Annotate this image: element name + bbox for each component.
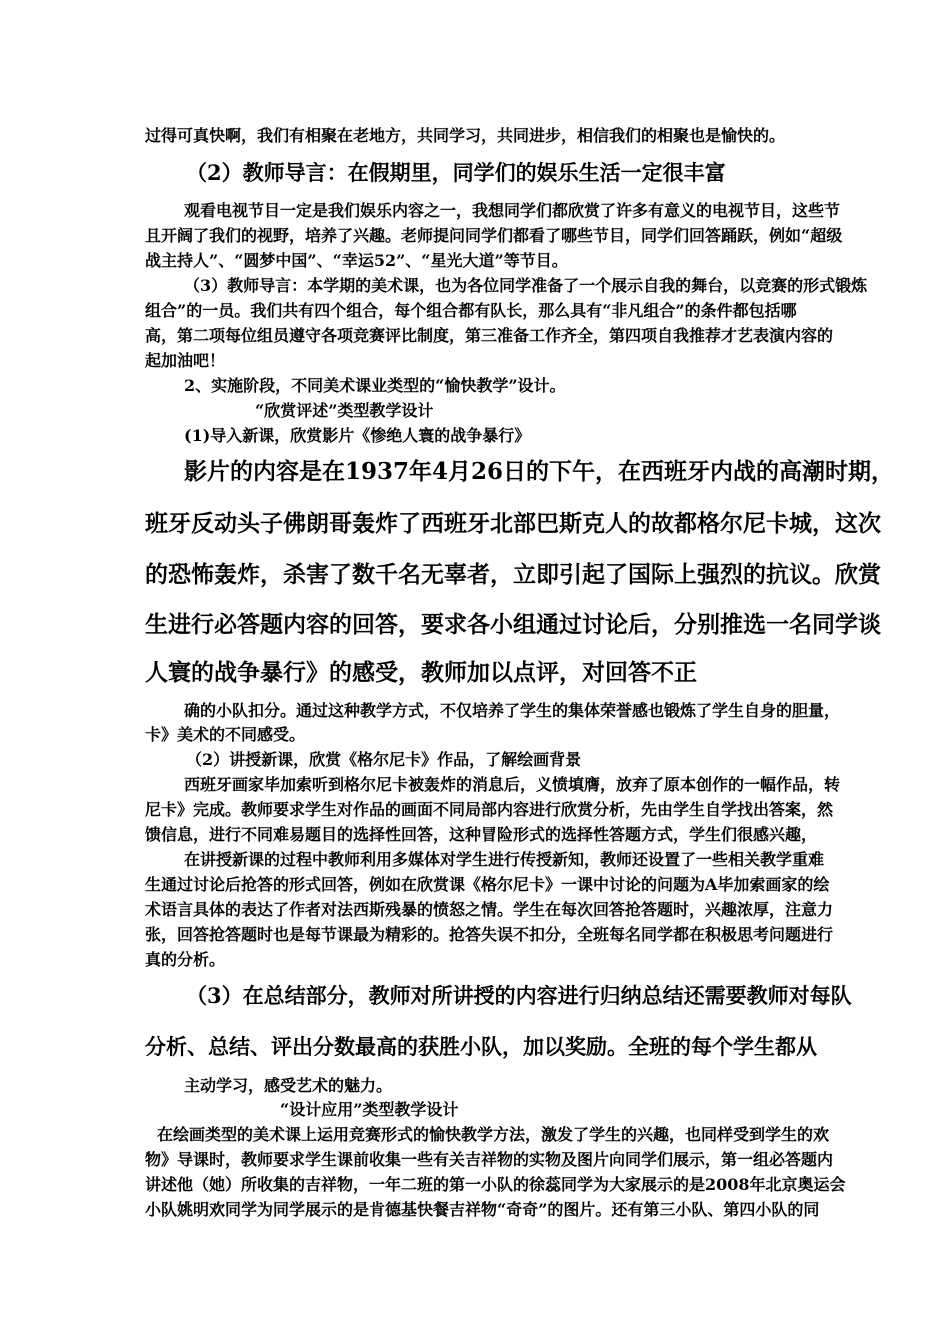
large-text-line: 生进行必答题内容的回答，要求各小组通过讨论后，分别推选一名同学谈: [145, 611, 881, 638]
text-line: 物》导课时，教师要求学生课前收集一些有关吉祥物的实物及图片向同学们展示，第一组必答题内: [145, 1150, 834, 1169]
text-line: 过得可真快啊，我们有相聚在老地方，共同学习，共同进步，相信我们的相聚也是愉快的。: [145, 126, 786, 145]
text-line: 尼卡》完成。教师要求学生对作品的画面不同局部内容进行欣赏分析，先由学生自学找出答案，然: [145, 800, 834, 819]
large-text-line: 人寰的战争暴行》的感受，教师加以点评，对回答不正: [145, 659, 697, 686]
text-line: 观看电视节目一定是我们娱乐内容之一，我想同学们都欣赏了许多有意义的电视节目，这些节: [184, 201, 841, 220]
text-line: 在绘画类型的美术课上运用竞赛形式的愉快教学方法，激发了学生的兴趣，也同样受到学生的欢: [157, 1125, 830, 1144]
text-line: 术语言具体的表达了作者对法西斯残暴的愤怒之情。学生在每次回答抢答题时，兴趣浓厚，注意力: [145, 900, 834, 919]
large-text-line: 班牙反动头子佛朗哥轰炸了西班牙北部巴斯克人的故都格尔尼卡城，这次: [145, 510, 881, 537]
text-line: 主动学习，感受艺术的魅力。: [184, 1076, 393, 1095]
text-line: （2）讲授新课，欣赏《格尔尼卡》作品，了解绘画背景: [186, 750, 582, 769]
section-heading: （2）教师导言：在假期里，同学们的娱乐生活一定很丰富: [186, 160, 726, 185]
text-line: 真的分析。: [145, 950, 226, 969]
text-line: 高，第二项每位组员遵守各项竞赛评比制度，第三准备工作齐全，第四项自我推荐才艺表演内容的: [145, 326, 834, 345]
text-line: 小队姚明欢同学为同学展示的是肯德基快餐吉祥物“奇奇”的图片。还有第三小队、第四小队的同: [145, 1200, 820, 1219]
text-line: 且开阔了我们的视野，培养了兴趣。老师提问同学们都看了哪些节目，同学们回答踊跃，例如“超级: [145, 226, 843, 245]
text-line: 西班牙画家毕加索听到格尔尼卡被轰炸的消息后，义愤填膺，放弃了原本创作的一幅作品，转: [184, 775, 841, 794]
text-line: 战主持人”、“圆梦中国”、“幸运52”、“星光大道”等节目。: [145, 251, 568, 270]
text-line: 张，回答抢答题时也是每节课最为精彩的。抢答失误不扣分，全班每名同学都在积极思考问题进行: [145, 925, 834, 944]
subsection-heading: “设计应用”类型教学设计: [280, 1100, 459, 1119]
text-line: 在讲授新课的过程中教师利用多媒体对学生进行传授新知，教师还设置了一些相关教学重难: [184, 850, 825, 869]
text-line: （3）教师导言：本学期的美术课，也为各位同学准备了一个展示自我的舞台，以竞赛的形式锻炼: [184, 276, 868, 295]
large-text-line: 分析、总结、评出分数最高的获胜小队，加以奖励。全班的每个学生都从: [145, 1034, 817, 1059]
subsection-heading: “欣赏评述”类型教学设计: [255, 401, 434, 420]
text-line: 起加油吧！: [145, 351, 226, 370]
text-line: 组合”的一员。我们共有四个组合，每个组合都有队长，那么具有“非凡组合”的条件都包括哪: [145, 301, 797, 320]
large-text-line: 影片的内容是在1937年4月26日的下午，在西班牙内战的高潮时期，: [184, 458, 895, 485]
text-line: 确的小队扣分。通过这种教学方式，不仅培养了学生的集体荣誉感也锻炼了学生自身的胆量，: [184, 701, 841, 720]
text-line: 馈信息，进行不同难易题目的选择性回答，这种冒险形式的选择性答题方式，学生们很感兴趣，: [145, 825, 818, 844]
text-line: 讲述他（她）所收集的吉祥物，一年二班的第一小队的徐蕊同学为大家展示的是2008年北京奥运会: [145, 1175, 846, 1194]
text-line: 生通过讨论后抢答的形式回答，例如在欣赏课《格尔尼卡》一课中讨论的问题为A毕加索画家的绘: [145, 875, 830, 894]
text-line: 2、实施阶段，不同美术课业类型的“愉快教学”设计。: [184, 376, 566, 395]
text-line: (1)导入新课，欣赏影片《惨绝人寰的战争暴行》: [184, 426, 531, 445]
large-text-line: 的恐怖轰炸，杀害了数千名无辜者，立即引起了国际上强烈的抗议。欣赏: [145, 561, 881, 588]
text-line: 卡》美术的不同感受。: [145, 725, 306, 744]
large-text-line: （3）在总结部分，教师对所讲授的内容进行归纳总结还需要教师对每队: [186, 983, 852, 1008]
